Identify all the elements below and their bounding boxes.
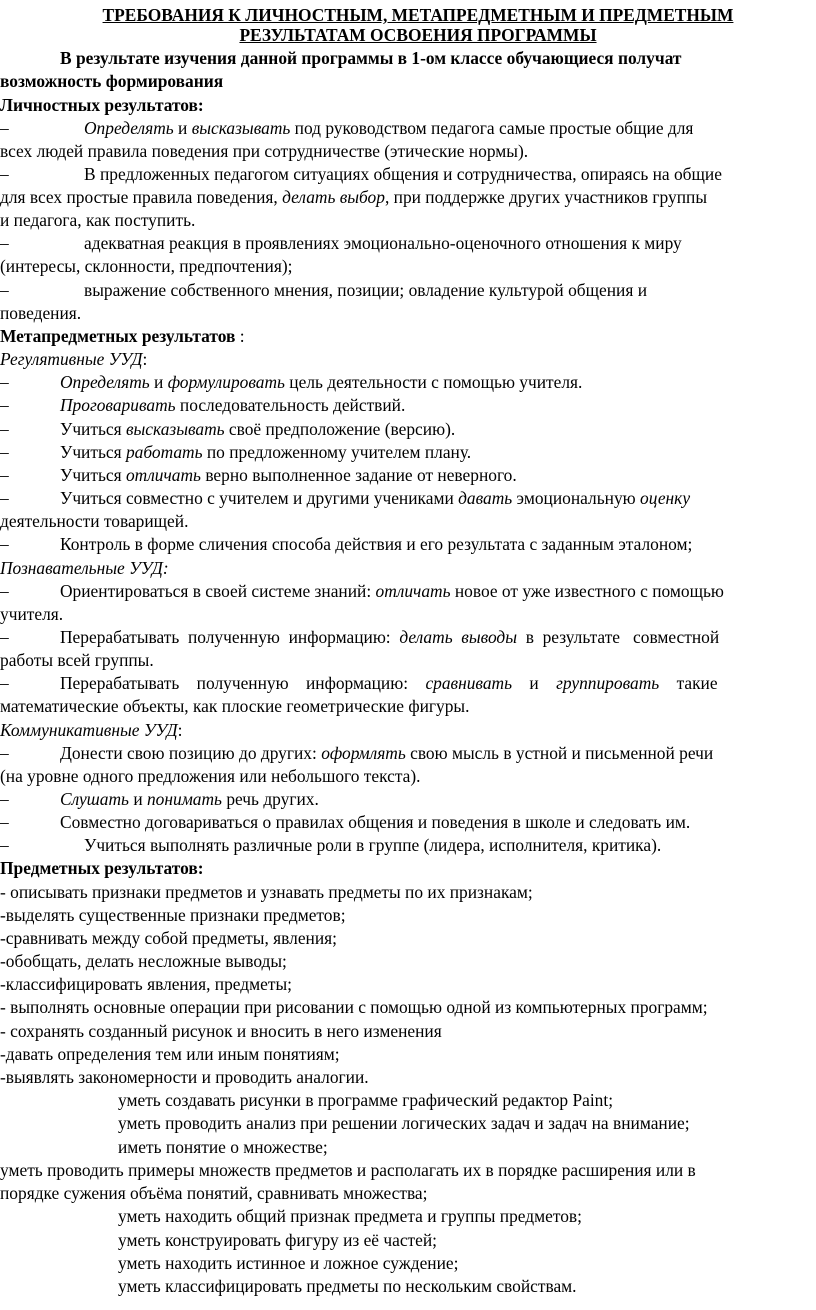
text: и xyxy=(173,118,192,138)
emphasis: группировать xyxy=(556,673,660,693)
cognitive-item-2-cont: работы всей группы. xyxy=(0,650,154,670)
dash: – xyxy=(0,812,9,832)
text: цель деятельности с помощью учителя. xyxy=(284,372,583,392)
emphasis: работать xyxy=(125,442,203,462)
text: новое от уже известного с помощью xyxy=(450,581,724,601)
text: речь других. xyxy=(221,789,319,809)
subject-heading: Предметных результатов: xyxy=(0,858,204,878)
text: и xyxy=(512,673,557,693)
title-line-1: ТРЕБОВАНИЯ К ЛИЧНОСТНЫМ, МЕТАПРЕДМЕТНЫМ И ПРЕДМЕТНЫМ xyxy=(102,5,734,25)
text: выражение собственного мнения, позиции; овладение культурой общения и xyxy=(84,280,648,300)
text: под руководством педагога самые простые общие для xyxy=(290,118,694,138)
communicative-item-1-cont: (на уровне одного предложения или небольшого текста). xyxy=(0,766,421,786)
dash: – xyxy=(0,581,9,601)
regulatory-label xyxy=(0,348,816,371)
dash: – xyxy=(0,835,9,855)
text: : xyxy=(142,349,148,369)
dash: – xyxy=(0,442,9,462)
dash: – xyxy=(0,372,9,392)
title-line-2: РЕЗУЛЬТАТАМ ОСВОЕНИЯ ПРОГРАММЫ xyxy=(239,25,597,45)
personal-item-4-cont: поведения. xyxy=(0,303,82,323)
cognitive-item-1-cont: учителя. xyxy=(0,604,64,624)
emphasis: Слушать xyxy=(60,789,129,809)
emphasis: отличать xyxy=(375,581,451,601)
cognitive-label: Познавательные УУД: xyxy=(0,558,169,578)
text: Перерабатывать полученную информацию: xyxy=(60,627,400,647)
emphasis: высказывать xyxy=(125,419,225,439)
dash: – xyxy=(0,118,9,138)
emphasis: оценку xyxy=(640,488,691,508)
dash: – xyxy=(0,673,9,693)
dash: – xyxy=(0,627,9,647)
emphasis: оформлять xyxy=(321,743,406,763)
text: Коммуникативные УУД xyxy=(0,720,178,740)
dash: – xyxy=(0,233,9,253)
emphasis: высказывать xyxy=(191,118,291,138)
personal-item-2-cont2: и педагога, как поступить. xyxy=(0,210,196,230)
text: последовательность действий. xyxy=(175,395,406,415)
text: Совместно договариваться о правилах общения и поведения в школе и следовать им. xyxy=(60,812,691,832)
dash: – xyxy=(0,534,9,554)
text: Донести свою позицию до других: xyxy=(60,743,322,763)
text: , при поддержке других участников группы xyxy=(384,187,708,207)
text: такие xyxy=(659,673,718,693)
skill-item: уметь находить общий признак предмета и группы предметов; xyxy=(118,1206,582,1226)
dash: – xyxy=(0,743,9,763)
dash: – xyxy=(0,280,9,300)
emphasis: Определять xyxy=(60,372,150,392)
text: в результате совместной xyxy=(517,627,720,647)
skill-long-line-1: уметь проводить примеры множеств предметов и располагать их в порядке расширения или в xyxy=(0,1160,696,1180)
text: Учиться xyxy=(60,442,126,462)
communicative-label xyxy=(0,719,816,742)
dash: – xyxy=(0,488,9,508)
text: по предложенному учителем плану. xyxy=(202,442,472,462)
emphasis: Проговаривать xyxy=(60,395,176,415)
skill-item: уметь находить истинное и ложное суждение; xyxy=(118,1253,459,1273)
text: верно выполненное задание от неверного. xyxy=(200,465,517,485)
emphasis: формулировать xyxy=(167,372,285,392)
dash: – xyxy=(0,395,9,415)
heading-text: Метапредметных результатов xyxy=(0,326,236,346)
subject-item: -классифицировать явления, предметы; xyxy=(0,974,292,994)
text: и xyxy=(149,372,168,392)
skill-item: уметь проводить анализ при решении логических задач и задач на внимание; xyxy=(118,1113,690,1133)
text: В предложенных педагогом ситуациях общения и сотрудничества, опираясь на общие xyxy=(84,164,722,184)
text: Ориентироваться в своей системе знаний: xyxy=(60,581,376,601)
regulatory-item-6-cont: деятельности товарищей. xyxy=(0,511,189,531)
dash: – xyxy=(0,789,9,809)
text: свою мысль в устной и письменной речи xyxy=(405,743,714,763)
skill-item: иметь понятие о множестве; xyxy=(118,1137,328,1157)
emphasis: Определять xyxy=(84,118,174,138)
emphasis: понимать xyxy=(146,789,222,809)
subject-item: -обобщать, делать несложные выводы; xyxy=(0,951,287,971)
text: и xyxy=(128,789,147,809)
text: для всех простые правила поведения, xyxy=(0,187,283,207)
subject-item: - выполнять основные операции при рисовании с помощью одной из компьютерных программ; xyxy=(0,997,708,1017)
emphasis: отличать xyxy=(125,465,201,485)
text: Учиться xyxy=(60,419,126,439)
personal-item-3-cont: (интересы, склонности, предпочтения); xyxy=(0,256,293,276)
emphasis: сравнивать xyxy=(425,673,513,693)
text: Контроль в форме сличения способа действия и его результата с заданным эталоном; xyxy=(60,534,693,554)
subject-item: - сохранять созданный рисунок и вносить в него изменения xyxy=(0,1021,442,1041)
emphasis: делать выводы xyxy=(399,627,517,647)
dash: – xyxy=(0,419,9,439)
subject-item: - описывать признаки предметов и узнавать предметы по их признакам; xyxy=(0,882,533,902)
cognitive-item-3-cont: математические объекты, как плоские геометрические фигуры. xyxy=(0,696,470,716)
skill-item: уметь классифицировать предметы по нескольким свойствам. xyxy=(118,1276,577,1296)
skill-item: уметь конструировать фигуру из её частей; xyxy=(118,1230,438,1250)
emphasis: делать выбор xyxy=(282,187,385,207)
personal-heading: Личностных результатов: xyxy=(0,95,204,115)
intro-line-1: В результате изучения данной программы в 1-ом классе обучающиеся получат xyxy=(60,48,682,68)
personal-item-2-cont xyxy=(0,186,816,209)
subject-item: -выделять существенные признаки предметов; xyxy=(0,905,346,925)
personal-item-1-cont: всех людей правила поведения при сотрудничестве (этические нормы). xyxy=(0,141,529,161)
text: своё предположение (версию). xyxy=(224,419,456,439)
skill-long-line-2: порядке сужения объёма понятий, сравнивать множества; xyxy=(0,1183,428,1203)
text: Учиться xyxy=(60,465,126,485)
subject-item: -давать определения тем или иным понятиям; xyxy=(0,1044,340,1064)
intro-line-2: возможность формирования xyxy=(0,71,224,91)
text: Учиться совместно с учителем и другими учениками xyxy=(60,488,459,508)
text: : xyxy=(177,720,183,740)
text: : xyxy=(235,326,245,346)
dash: – xyxy=(0,164,9,184)
subject-item: -сравнивать между собой предметы, явления; xyxy=(0,928,337,948)
skill-item: уметь создавать рисунки в программе графический редактор Paint; xyxy=(118,1090,614,1110)
subject-item: -выявлять закономерности и проводить аналогии. xyxy=(0,1067,369,1087)
text: адекватная реакция в проявлениях эмоционально-оценочного отношения к миру xyxy=(84,233,682,253)
emphasis: давать xyxy=(458,488,513,508)
text: эмоциональную xyxy=(512,488,641,508)
meta-heading xyxy=(0,325,816,348)
text: Регулятивные УУД xyxy=(0,349,143,369)
text: Перерабатывать полученную информацию: xyxy=(60,673,426,693)
text: Учиться выполнять различные роли в группе (лидера, исполнителя, критика). xyxy=(84,835,662,855)
dash: – xyxy=(0,465,9,485)
